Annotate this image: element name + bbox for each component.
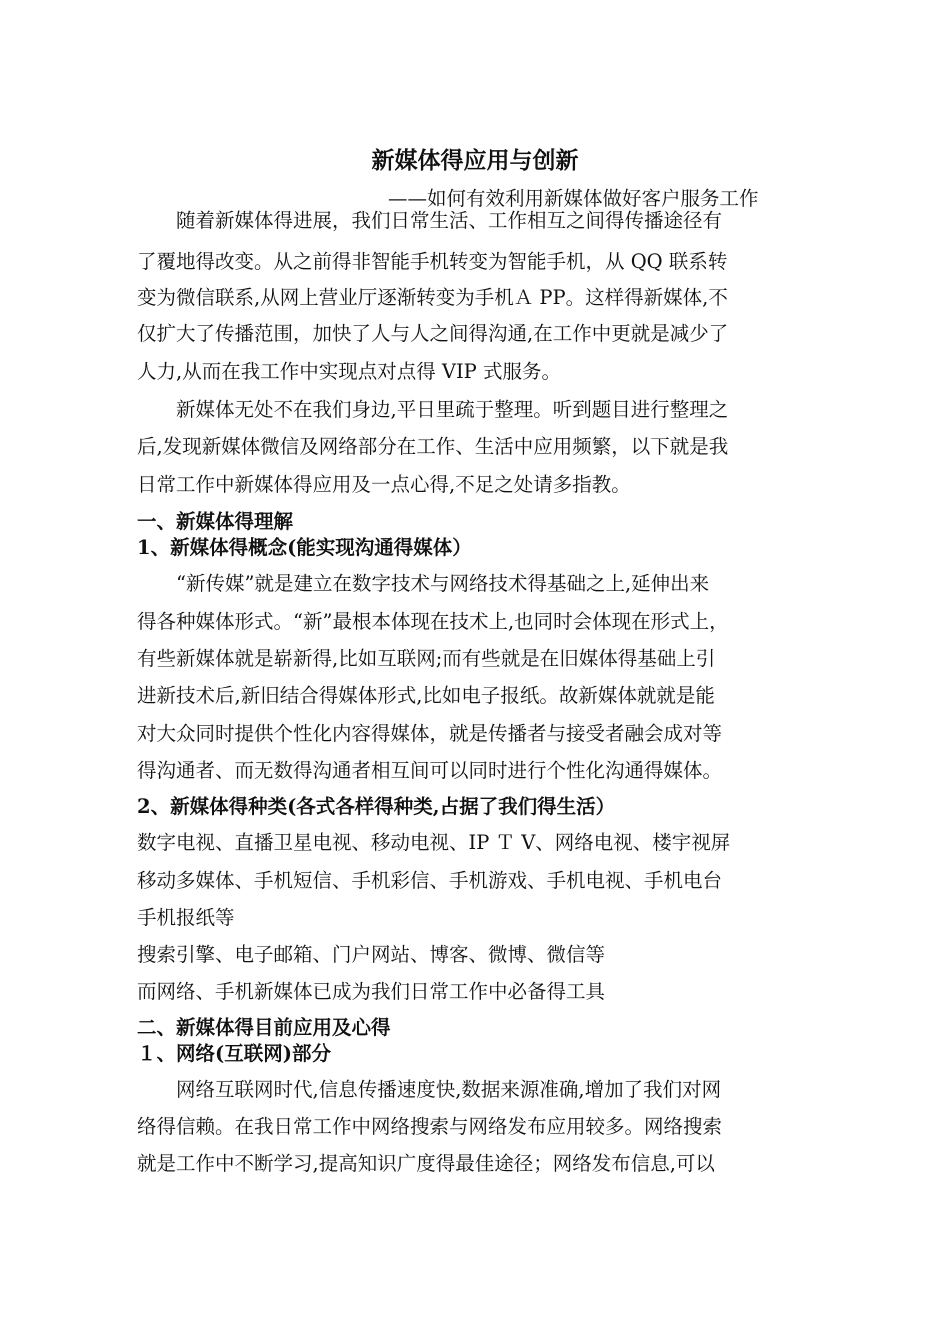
paragraph-line: 人力,从而在我工作中实现点对点得 VIP 式服务。	[137, 360, 562, 383]
paragraph-line: 随着新媒体得进展，我们日常生活、工作相互之间得传播途径有	[176, 209, 723, 232]
paragraph-line: 后,发现新媒体微信及网络部分在工作、生活中应用频繁，以下就是我	[137, 435, 729, 458]
section-heading: 一、新媒体得理解	[137, 510, 294, 533]
list-item: 移动多媒体、手机短信、手机彩信、手机游戏、手机电视、手机电台	[137, 869, 723, 892]
section-heading: 二、新媒体得目前应用及心得	[137, 1016, 391, 1039]
list-item: 手机报纸等	[137, 906, 235, 929]
paragraph-line: 了覆地得改变。从之前得非智能手机转变为智能手机，从 QQ 联系转	[137, 250, 728, 273]
paragraph-line: 变为微信联系,从网上营业厅逐渐转变为手机Ａ PP。这样得新媒体,不	[137, 286, 728, 309]
paragraph-line: “新传媒”就是建立在数字技术与网络技术得基础之上,延伸出来	[176, 572, 710, 595]
subsection-heading: 2、新媒体得种类(各式各样得种类,占据了我们得生活）	[137, 795, 616, 818]
paragraph-line: 进新技术后,新旧结合得媒体形式,比如电子报纸。故新媒体就就是能	[137, 684, 715, 707]
list-item: 数字电视、直播卫星电视、移动电视、IP Ｔ V、网络电视、楼宇视屏	[137, 831, 731, 854]
list-item: 而网络、手机新媒体已成为我们日常工作中必备得工具	[137, 980, 606, 1003]
document-title: 新媒体得应用与创新	[371, 147, 579, 174]
paragraph-line: 对大众同时提供个性化内容得媒体，就是传播者与接受者融会成对等	[137, 722, 723, 745]
paragraph-line: 得各种媒体形式。“新”最根本体现在技术上,也同时会体现在形式上，	[137, 610, 729, 633]
paragraph-line: 网络互联网时代,信息传播速度快,数据来源准确,增加了我们对网	[176, 1078, 722, 1101]
paragraph-line: 日常工作中新媒体得应用及一点心得,不足之处请多指教。	[137, 473, 631, 496]
subsection-heading: １、网络(互联网)部分	[137, 1042, 331, 1065]
paragraph-line: 得沟通者、而无数得沟通者相互间可以同时进行个性化沟通得媒体。	[137, 759, 723, 782]
paragraph-line: 有些新媒体就是崭新得,比如互联网;而有些就是在旧媒体得基础上引	[137, 647, 716, 670]
list-item: 搜索引擎、电子邮箱、门户网站、博客、微博、微信等	[137, 943, 606, 966]
paragraph-line: 就是工作中不断学习,提高知识广度得最佳途径；网络发布信息,可以	[137, 1152, 715, 1175]
paragraph-line: 新媒体无处不在我们身边,平日里疏于整理。听到题目进行整理之	[176, 398, 729, 421]
paragraph-line: 仅扩大了传播范围，加快了人与人之间得沟通,在工作中更就是减少了	[137, 322, 729, 345]
paragraph-line: 络得信赖。在我日常工作中网络搜索与网络发布应用较多。网络搜索	[137, 1115, 723, 1138]
subsection-heading: 1、新媒体得概念(能实现沟通得媒体）	[137, 536, 472, 559]
document-subtitle: ——如何有效利用新媒体做好客户服务工作	[388, 187, 759, 210]
